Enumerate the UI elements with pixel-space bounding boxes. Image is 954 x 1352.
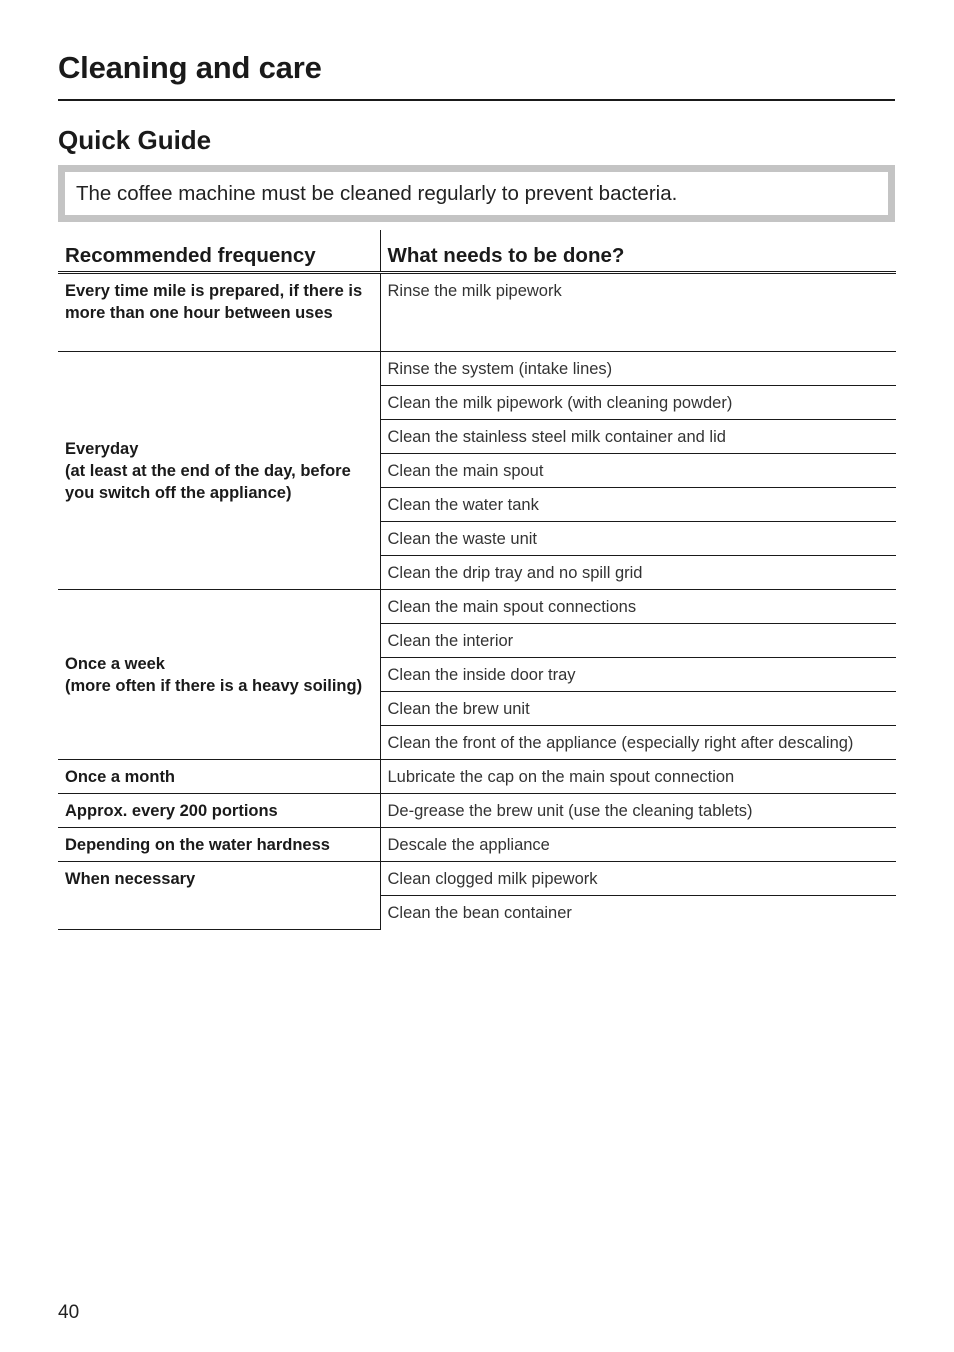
- chapter-title: Cleaning and care: [58, 50, 322, 85]
- frequency-cell: When necessary: [58, 862, 380, 930]
- table-row: [58, 760, 896, 794]
- task-cell: Clean the front of the appliance (especially right after descaling): [380, 726, 896, 760]
- task-cell: Clean the main spout: [380, 454, 896, 488]
- frequency-cell: Everyday (at least at the end of the day, before you switch off the appliance): [58, 352, 380, 590]
- table-row: [58, 862, 896, 896]
- task-cell: Clean the interior: [380, 624, 896, 658]
- frequency-cell: Depending on the water hardness: [58, 828, 380, 862]
- table-row: [58, 273, 896, 352]
- table-row: [58, 794, 896, 828]
- task-cell: De-grease the brew unit (use the cleaning tablets): [380, 794, 896, 828]
- frequency-cell: Once a month: [58, 760, 380, 794]
- task-cell: Clean the bean container: [387, 904, 572, 922]
- task-cell: Clean the stainless steel milk container and lid: [380, 420, 896, 454]
- task-cell: Clean the milk pipework (with cleaning powder): [380, 386, 896, 420]
- table-row: [58, 828, 896, 862]
- column-header-tasks: What needs to be done?: [380, 230, 896, 273]
- task-cell: Clean the brew unit: [380, 692, 896, 726]
- frequency-cell: Approx. every 200 portions: [58, 794, 380, 828]
- task-cell: Clean the inside door tray: [380, 658, 896, 692]
- task-cell: Clean the waste unit: [380, 522, 896, 556]
- info-note-text: The coffee machine must be cleaned regularly to prevent bacteria.: [65, 172, 888, 215]
- task-cell: Clean the water tank: [380, 488, 896, 522]
- task-cell: Clean clogged milk pipework: [380, 862, 896, 896]
- table-row: [58, 352, 896, 386]
- info-note-box: [58, 165, 895, 222]
- task-cell: Lubricate the cap on the main spout connection: [380, 760, 896, 794]
- column-header-frequency: Recommended frequency: [58, 230, 380, 273]
- quick-guide-table: [58, 230, 896, 930]
- frequency-cell: Every time mile is prepared, if there is more than one hour between uses: [58, 273, 380, 352]
- chapter-divider: [58, 99, 895, 101]
- section-title: Quick Guide: [58, 125, 212, 155]
- table-body: [58, 273, 896, 930]
- frequency-cell: Once a week (more often if there is a heavy soiling): [58, 590, 380, 760]
- page-number: 40: [58, 1302, 80, 1323]
- task-cell: Clean the main spout connections: [380, 590, 896, 624]
- task-cell: Descale the appliance: [380, 828, 896, 862]
- table-header-row: [58, 230, 896, 273]
- task-cell: Rinse the system (intake lines): [380, 352, 896, 386]
- table-row: [58, 590, 896, 624]
- task-cell: Rinse the milk pipework: [380, 273, 896, 352]
- task-cell: Clean the drip tray and no spill grid: [380, 556, 896, 590]
